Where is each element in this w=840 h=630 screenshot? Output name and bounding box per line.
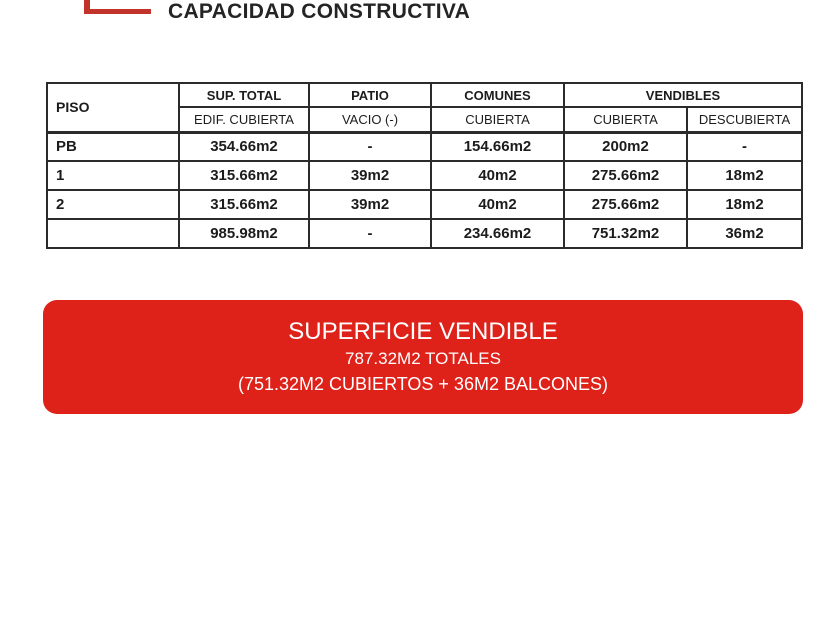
cell-piso (47, 219, 179, 248)
cell-patio: - (309, 219, 431, 248)
banner-title: SUPERFICIE VENDIBLE (288, 318, 558, 345)
table-row-2 (47, 190, 802, 219)
cell-vendible-cubierta: 275.66m2 (564, 190, 687, 219)
cell-comunes: 154.66m2 (431, 132, 564, 161)
cell-vendible-descubierta: 36m2 (687, 219, 802, 248)
subheader-edif-cubierta: EDIF. CUBIERTA (179, 107, 309, 132)
cell-sup-total: 315.66m2 (179, 190, 309, 219)
superficie-vendible-banner (43, 300, 803, 414)
cell-patio: 39m2 (309, 190, 431, 219)
cell-vendible-cubierta: 200m2 (564, 132, 687, 161)
cell-piso: 1 (47, 161, 179, 190)
header-row-groups (47, 83, 802, 107)
subheader-descubierta: DESCUBIERTA (687, 107, 802, 132)
cell-comunes: 40m2 (431, 161, 564, 190)
cell-comunes: 40m2 (431, 190, 564, 219)
col-header-patio: PATIO (309, 83, 431, 107)
cell-piso: 2 (47, 190, 179, 219)
cell-vendible-descubierta: 18m2 (687, 190, 802, 219)
capacity-table-container (46, 82, 803, 249)
subheader-vacio: VACIO (-) (309, 107, 431, 132)
banner-breakdown: (751.32M2 CUBIERTOS + 36M2 BALCONES) (238, 374, 608, 394)
table-row-pb (47, 132, 802, 161)
page-title: CAPACIDAD CONSTRUCTIVA (168, 0, 471, 23)
col-header-vendibles: VENDIBLES (564, 83, 802, 107)
cell-vendible-cubierta: 751.32m2 (564, 219, 687, 248)
capacity-table (46, 82, 803, 249)
col-header-sup-total: SUP. TOTAL (179, 83, 309, 107)
subheader-vendibles-cubierta: CUBIERTA (564, 107, 687, 132)
cell-sup-total: 315.66m2 (179, 161, 309, 190)
cell-piso: PB (47, 132, 179, 161)
logo-bracket-icon (84, 9, 151, 14)
cell-vendible-descubierta: 18m2 (687, 161, 802, 190)
cell-vendible-descubierta: - (687, 132, 802, 161)
subheader-comunes-cubierta: CUBIERTA (431, 107, 564, 132)
cell-sup-total: 985.98m2 (179, 219, 309, 248)
banner-total: 787.32M2 TOTALES (345, 349, 501, 368)
table-row-1 (47, 161, 802, 190)
cell-patio: 39m2 (309, 161, 431, 190)
table-row-totals (47, 219, 802, 248)
col-header-piso: PISO (47, 83, 179, 132)
cell-patio: - (309, 132, 431, 161)
cell-sup-total: 354.66m2 (179, 132, 309, 161)
col-header-comunes: COMUNES (431, 83, 564, 107)
cell-comunes: 234.66m2 (431, 219, 564, 248)
cell-vendible-cubierta: 275.66m2 (564, 161, 687, 190)
